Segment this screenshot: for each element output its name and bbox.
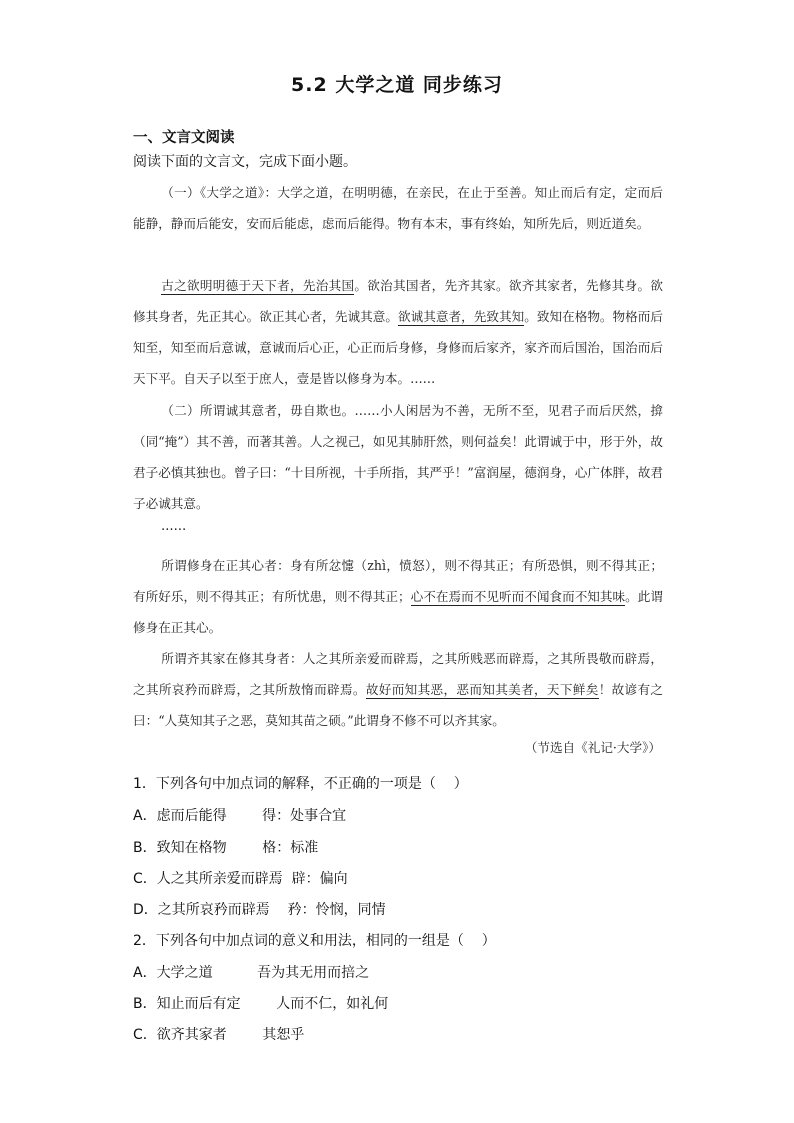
passage-text: （一）《大学之道》：大学之道，在明明德，在亲民，在止于至善。知止而后有定，定而后能静，静而后能安，安而后能虑，虑而后能得。物有本末，事有终始，知所先后，则近道矣。 [133, 185, 663, 231]
passage-paragraph-1 [133, 177, 663, 239]
question-2-option-a: A．大学之道 吾为其无用而掊之 [133, 965, 370, 981]
question-1-option-b: B．致知在格物 格：标准 [133, 840, 319, 856]
passage-text: 。欲治其国者，先齐其家。欲齐其家者，先修其身。欲修其身者，先正其心。欲正其心者，先诚其意。 [133, 278, 664, 324]
question-1-stem: 1．下列各句中加点词的解释，不正确的一项是（ ） [133, 776, 468, 792]
question-2-stem: 2．下列各句中加点词的意义和用法，相同的一组是（ ） [133, 933, 496, 949]
passage-text: 。此谓修身在正其心。 [133, 589, 664, 635]
question-2-option-c: C．欲齐其家者 其恕乎 [133, 1027, 305, 1043]
passage-text: 。致知在格物。物格而后知至，知至而后意诚，意诚而后心正，心正而后身修，身修而后家齐，家齐而后国治，国治而后天下平。自天子以至于庶人，壹是皆以修身为本。…… [133, 309, 664, 386]
passage-text: 所谓修身在正其心者：身有所忿懥（zhì，愤怒），则不得其正；有所恐惧，则不得其正；有所好乐，则不得其正；有所忧患，则不得其正； [133, 558, 663, 604]
passage-paragraph-3 [133, 395, 663, 519]
passage-text: ！故谚有之曰：“人莫知其子之恶，莫知其苗之硕。”此谓身不修不可以齐其家。 [133, 682, 664, 728]
passage-text: （二）所谓诚其意者，毋自欺也。……小人闲居为不善，无所不至，见君子而后厌然，揜（同“掩”）其不善，而著其善。人之视己，如见其肺肝然，则何益矣！此谓诚于中，形于外，故君子必慎其独也。曾子曰：“十目所视，十手所指，其严乎！”富润屋，德润身，心广体胖，故君子必诚其意。 [133, 403, 663, 511]
passage-paragraph-5 [133, 643, 663, 736]
page-title: 5.2 大学之道 同步练习 [291, 74, 503, 96]
question-2-option-b: B．知止而后有定 人而不仁，如礼何 [133, 996, 389, 1012]
passage-paragraph-4 [133, 550, 663, 643]
ellipsis: …… [161, 518, 187, 533]
question-1-option-a: A．虑而后能得 得：处事合宜 [133, 808, 347, 824]
section-heading: 一、文言文阅读 [133, 130, 235, 146]
underlined-sentence: 心不在焉而不见听而不闻食而不知其味 [410, 589, 626, 604]
passage-text: 所谓齐其家在修其身者：人之其所亲爱而辟焉，之其所贱恶而辟焉，之其所畏敬而辟焉，之其所哀矜而辟焉，之其所敖惰而辟焉。 [133, 651, 663, 697]
question-1-option-c: C．人之其所亲爱而辟焉 辟：偏向 [133, 871, 348, 887]
question-1-option-d: D．之其所哀矜而辟焉 矜：怜悯，同情 [133, 902, 386, 918]
passage-paragraph-2 [133, 270, 663, 394]
passage-source: （节选自《礼记·大学》） [524, 740, 661, 755]
underlined-sentence: 古之欲明明德于天下者，先治其国 [161, 278, 355, 293]
underlined-sentence: 故好而知其恶，恶而知其美者，天下鲜矣 [365, 682, 599, 697]
section-instruction: 阅读下面的文言文，完成下面小题。 [133, 154, 357, 170]
underlined-sentence: 欲诚其意者，先致其知 [398, 309, 525, 324]
